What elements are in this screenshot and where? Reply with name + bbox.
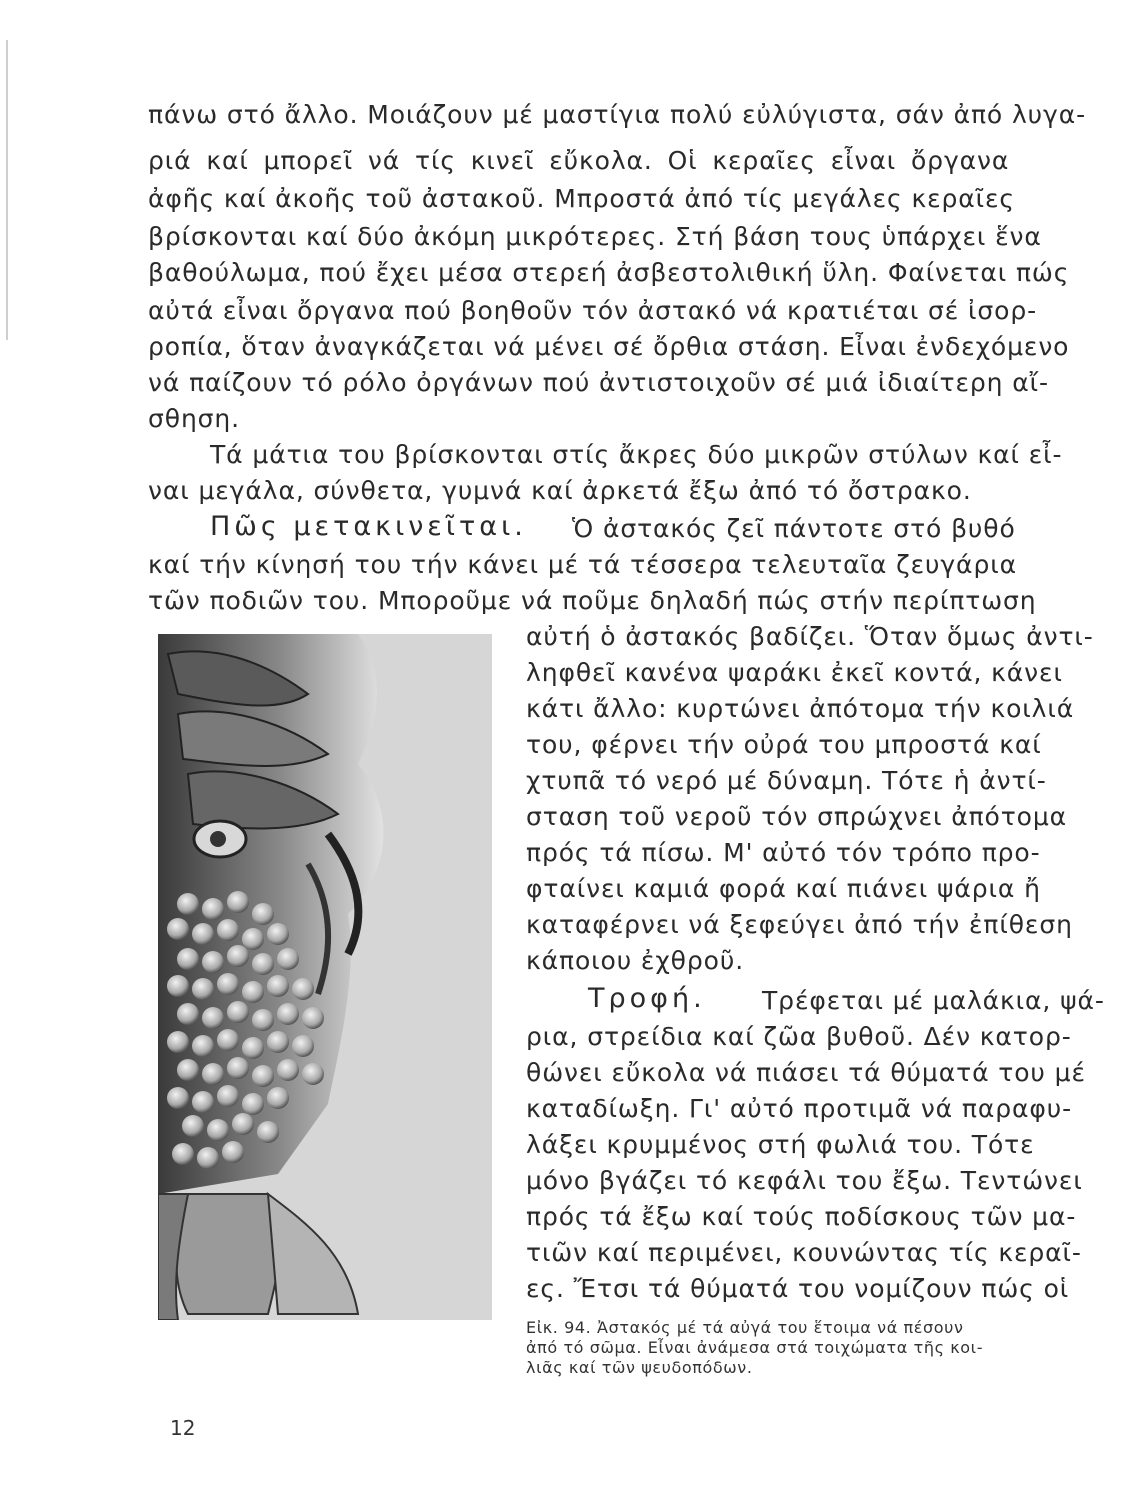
right-col-line: του, φέρνει τήν οὐρά του μπροστά καί bbox=[526, 730, 1042, 759]
page-number: 12 bbox=[170, 1416, 196, 1440]
body-line: τῶν ποδιῶν του. Μποροῦμε νά ποῦμε δηλαδή πώς στήν περίπτωση bbox=[148, 586, 1037, 615]
right-col-line: λάξει κρυμμένος στή φωλιά του. Τότε bbox=[526, 1130, 1035, 1159]
figure-caption bbox=[526, 1318, 1096, 1378]
body-line: Τά μάτια του βρίσκονται στίς ἄκρες δύο μικρῶν στύλων καί εἶ- bbox=[210, 440, 1063, 469]
page-edge bbox=[6, 40, 8, 340]
right-col-line: κάτι ἄλλο: κυρτώνει ἀπότομα τήν κοιλιά bbox=[526, 694, 1075, 723]
body-line: αὐτά εἶναι ὄργανα πού βοηθοῦν τόν ἀστακό νά κρατιέται σέ ἰσορ- bbox=[148, 296, 1038, 325]
body-line: ἀφῆς καί ἀκοῆς τοῦ ἀστακοῦ. Μπροστά ἀπό τίς μεγάλες κεραῖες bbox=[148, 184, 1016, 213]
right-col-line: καταφέρνει νά ξεφεύγει ἀπό τήν ἐπίθεση bbox=[526, 910, 1073, 939]
caption-line: Εἰκ. 94. Ἀστακός μέ τά αὐγά του ἕτοιμα νά πέσουν bbox=[526, 1318, 964, 1337]
right-col-line: ληφθεῖ κανένα ψαράκι ἐκεῖ κοντά, κάνει bbox=[526, 658, 1063, 687]
right-col-line: πρός τά ἔξω καί τούς ποδίσκους τῶν μα- bbox=[526, 1202, 1077, 1231]
body-line: ριά καί μπορεῖ νά τίς κινεῖ εὔκολα. Οἱ κεραῖες εἶναι ὄργανα bbox=[148, 146, 1010, 175]
lobster-photo bbox=[158, 634, 492, 1320]
lobster-illustration bbox=[158, 634, 492, 1320]
body-line: Ὁ ἀστακός ζεῖ πάντοτε στό βυθό bbox=[572, 514, 1016, 543]
right-col-line: καταδίωξη. Γι' αὐτό προτιμᾶ νά παραφυ- bbox=[526, 1094, 1073, 1123]
right-col-line: Τρέφεται μέ μαλάκια, ψά- bbox=[762, 986, 1105, 1015]
right-col-line: σταση τοῦ νεροῦ τόν σπρώχνει ἀπότομα bbox=[526, 802, 1068, 831]
right-col-line: ρια, στρείδια καί ζῶα βυθοῦ. Δέν κατορ- bbox=[526, 1022, 1072, 1051]
right-col-line: κάποιου ἐχθροῦ. bbox=[526, 946, 745, 975]
right-col-line: χτυπᾶ τό νερό μέ δύναμη. Τότε ἡ ἀντί- bbox=[526, 766, 1047, 795]
right-col-line: αὐτή ὁ ἀστακός βαδίζει. Ὅταν ὅμως ἀντι- bbox=[526, 622, 1094, 651]
body-line: νά παίζουν τό ρόλο ὀργάνων πού ἀντιστοιχοῦν σέ μιά ἰδιαίτερη αἴ- bbox=[148, 368, 1049, 397]
right-col-line: θώνει εὔκολα νά πιάσει τά θύματά του μέ bbox=[526, 1058, 1086, 1087]
body-line: ναι μεγάλα, σύνθετα, γυμνά καί ἀρκετά ἔξω ἀπό τό ὄστρακο. bbox=[148, 476, 972, 505]
caption-line: λιᾶς καί τῶν ψευδοπόδων. bbox=[526, 1358, 753, 1377]
body-line: ροπία, ὅταν ἀναγκάζεται νά μένει σέ ὄρθια στάση. Εἶναι ἐνδεχόμενο bbox=[148, 332, 1070, 361]
body-line: σθηση. bbox=[148, 404, 241, 433]
body-line: καί τήν κίνησή του τήν κάνει μέ τά τέσσερα τελευταῖα ζευγάρια bbox=[148, 550, 1017, 579]
body-line: βρίσκονται καί δύο ἀκόμη μικρότερες. Στή βάση τους ὑπάρχει ἕνα bbox=[148, 222, 1042, 251]
section-heading-food: Τροφή. bbox=[588, 983, 706, 1014]
right-col-line: μόνο βγάζει τό κεφάλι του ἔξω. Τεντώνει bbox=[526, 1166, 1083, 1195]
right-col-line: φταίνει καμιά φορά καί πιάνει ψάρια ἤ bbox=[526, 874, 1041, 903]
body-line: βαθούλωμα, πού ἔχει μέσα στερεή ἀσβεστολιθική ὕλη. Φαίνεται πώς bbox=[148, 258, 1070, 287]
caption-line: ἀπό τό σῶμα. Εἶναι ἀνάμεσα στά τοιχώματα τῆς κοι- bbox=[526, 1338, 984, 1357]
right-col-line: τιῶν καί περιμένει, κουνώντας τίς κεραῖ- bbox=[526, 1238, 1082, 1267]
body-line: πάνω στό ἄλλο. Μοιάζουν μέ μαστίγια πολύ εὐλύγιστα, σάν ἀπό λυγα- bbox=[148, 100, 1087, 129]
right-col-line: ες. Ἔτσι τά θύματά του νομίζουν πώς οἱ bbox=[526, 1274, 1070, 1303]
section-heading-movement: Πῶς μετακινεῖται. bbox=[210, 511, 527, 542]
right-col-line: πρός τά πίσω. Μ' αὐτό τόν τρόπο προ- bbox=[526, 838, 1041, 867]
